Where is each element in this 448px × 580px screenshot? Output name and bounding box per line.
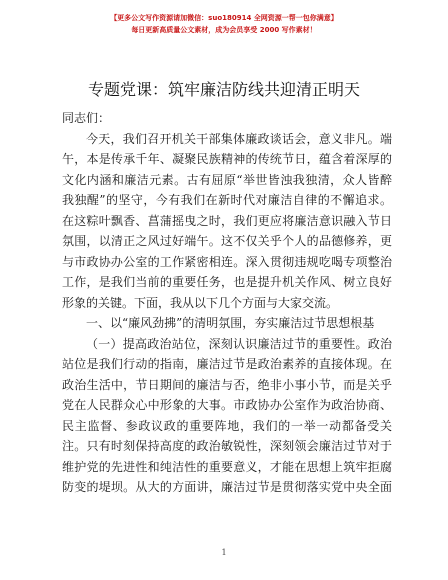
- document-title: 专题党课：筑牢廉洁防线共迎清正明天: [87, 80, 360, 99]
- paragraph-line: 午，本是传承千年、凝聚民族精神的传统节日，蕴含着深厚的: [62, 152, 392, 166]
- paragraph-line: 政治生活中，节日期间的廉洁与否，绝非小事小节，而是关乎: [62, 377, 392, 392]
- paragraph-line: 站位是我们行动的指南，廉洁过节是政治素养的直接体现。在: [62, 357, 392, 371]
- paragraph-line: 在这粽叶飘香、菖蒲摇曳之时，我们更应将廉洁意识融入节日: [62, 213, 392, 228]
- paragraph-line: 今天，我们召开机关干部集体廉政谈话会，意义非凡。端: [86, 131, 392, 146]
- paragraph-line: 与市政协办公室的工作紧密相连。深入贯彻违规吃喝专项整治: [62, 254, 392, 269]
- paragraph-line: 我独醒”的坚守，今有我们在新时代对廉洁自律的不懈追求。: [62, 193, 392, 207]
- document-body: [62, 108, 392, 498]
- paragraph-line: 维护党的先进性和纯洁性的重要意义，才能在思想上筑牢拒腐: [62, 459, 392, 474]
- paragraph-line: 注。只有时刻保持高度的政治敏锐性，深刻领会廉洁过节对于: [62, 439, 392, 453]
- paragraph-line: 文化内涵和廉洁元素。古有屈原“举世皆浊我独清，众人皆醉: [62, 172, 392, 187]
- page-number: 1: [221, 548, 227, 557]
- paragraph-line: 党在人民群众心中形象的大事。市政协办公室作为政治协商、: [62, 398, 392, 412]
- salutation: 同志们：: [62, 111, 111, 125]
- paragraph-line: 形象的关键。下面，我从以下几个方面与大家交流。: [62, 295, 339, 310]
- section-heading: 一、以“廉风劲拂”的清明氛围，夯实廉洁过节思想根基: [86, 316, 375, 330]
- promo-banner-line-1: 【更多公文写作资源请加微信：suo180914 全网资源一帮一包你满意】: [110, 14, 338, 22]
- paragraph-line: （一）提高政治站位，深刻认识廉洁过节的重要性。政治: [86, 336, 392, 351]
- paragraph-line: 防变的堤坝。从大的方面讲，廉洁过节是贯彻落实党中央全面: [62, 480, 392, 494]
- paragraph-line: 民主监督、参政议政的重要阵地，我们的一举一动都备受关: [62, 418, 392, 433]
- promo-banner-line-2: 每日更新高质量公文素材，成为会员享受 2000 写作素材！: [131, 26, 317, 34]
- paragraph-line: 工作，是我们当前的重要任务，也是提升机关作风、树立良好: [62, 275, 392, 289]
- paragraph-line: 氛围，以清正之风过好端午。这不仅关乎个人的品德修养，更: [62, 234, 392, 248]
